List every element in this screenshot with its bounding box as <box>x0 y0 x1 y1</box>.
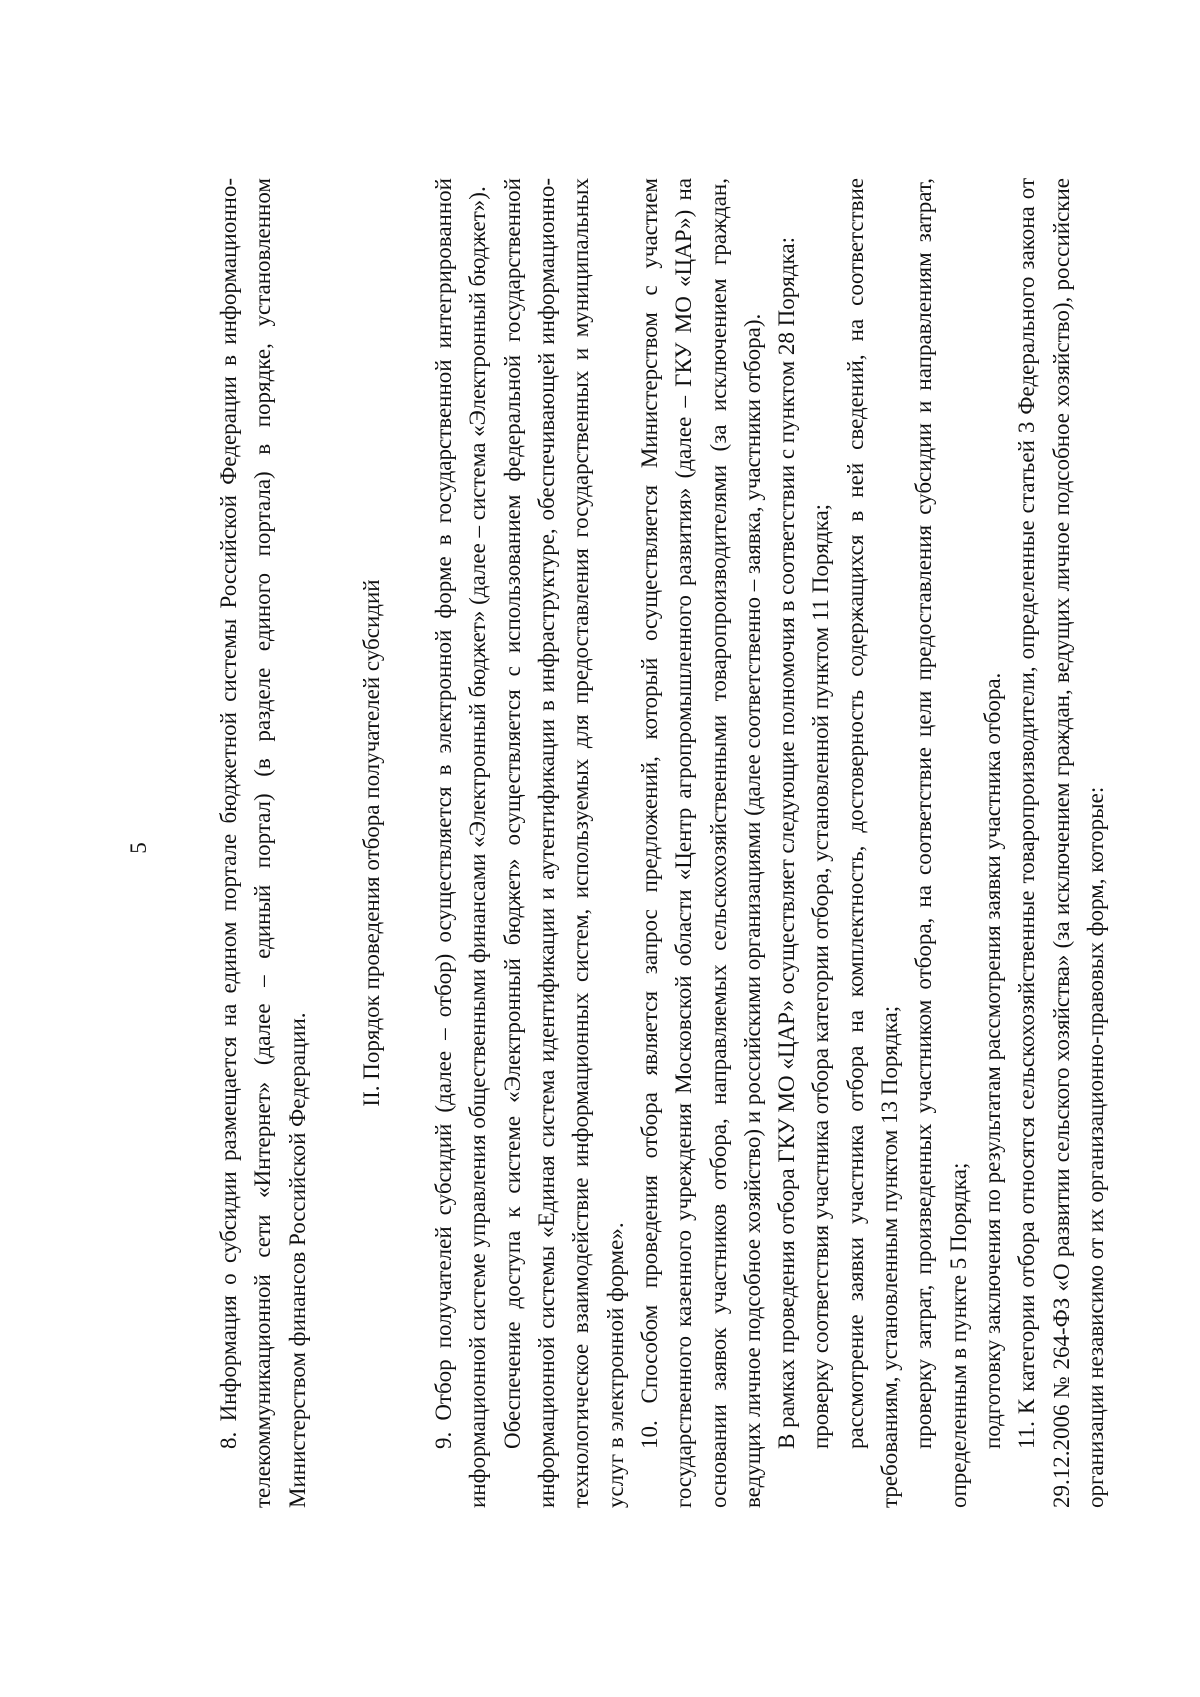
paragraph-10-powers: В рамках проведения отбора ГКУ МО «ЦАР» осуществляет следующие полномочия в соответствии с пунктом 28 Порядка: <box>774 237 800 1449</box>
list-item-cost-check: проверку затрат, произведенных участником отбора, на соответствие цели предоставления субсидии и направлениям затрат, определенным в пункте 5 Порядка; <box>911 178 971 1508</box>
rotated-document-page <box>110 88 1108 1608</box>
paragraph-9: 9. Отбор получателей субсидий (далее – отбор) осуществляется в электронной форме в государственной интегрированной информационной системе управления общественными финансами «Электронный бюджет» (далее – система «Электронный бюджет»). <box>431 178 491 1508</box>
list-item-conclusion: подготовку заключения по результатам рассмотрения заявки участника отбора. <box>979 672 1005 1449</box>
list-item-category-check: проверку соответствия участника отбора категории отбора, установленной пунктом 11 Порядка; <box>808 503 834 1449</box>
document-body <box>212 178 1113 1508</box>
paragraph-9-access: Обеспечение доступа к системе «Электронный бюджет» осуществляется с использованием федеральной государственной информационной системы «Единая система идентификации и аутентификации в инфраструктуре, обеспечивающей информационно-технологическое взаимодействие информационных систем, используемых для предоставления государственных и муниципальных услуг в электронной форме». <box>499 178 628 1508</box>
section-title: II. Порядок проведения отбора получателей субсидий <box>358 579 384 1107</box>
list-item-application-review: рассмотрение заявки участника отбора на комплектность, достоверность содержащихся в ней сведений, на соответствие требованиям, установленным пунктом 13 Порядка; <box>842 178 903 1508</box>
paragraph-11: 11. К категории отбора относятся сельскохозяйственные товаропроизводители, определенные статьей 3 Федерального закона от 29.12.2006 № 264-ФЗ «О развитии сельского хозяйства» (за исключением граждан, ведущих личное подсобное хозяйство), российские организации независимо от их организационно-правовых форм, которые: <box>1014 178 1108 1508</box>
paragraph-10: 10. Способом проведения отбора является запрос предложений, который осуществляется Министерством с участием государственного казенного учреждения Московской области «Центр агропромышленного развития» (далее – ГКУ МО «ЦАР») на основании заявок участников отбора, направляемых сельскохозяйственными товаропроизводителями (за исключением граждан, ведущих личное подсобное хозяйство) и российскими организациями (далее соответственно – заявка, участники отбора). <box>636 178 765 1508</box>
paragraph-8: 8. Информация о субсидии размещается на едином портале бюджетной системы Российской Федерации в информационно-телекоммуникационной сети «Интернет» (далее – единый портал) (в разделе единого портала) в порядке, установленном Министерством финансов Российской Федерации. <box>216 178 310 1508</box>
page-number: 5 <box>126 842 151 854</box>
